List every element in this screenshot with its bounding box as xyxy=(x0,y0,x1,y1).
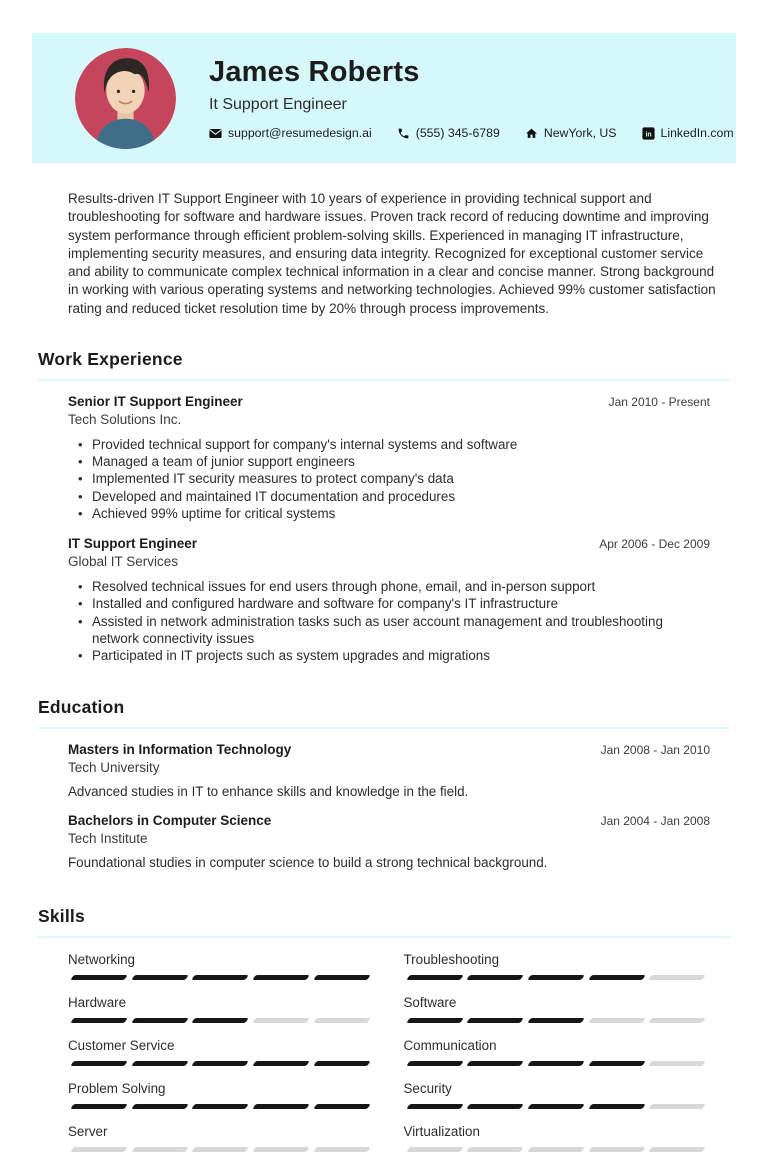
person-title: It Support Engineer xyxy=(209,96,347,113)
work-experience-heading: Work Experience xyxy=(38,349,183,370)
education-heading: Education xyxy=(38,697,125,718)
job-bullet: • Participated in IT projects such as system upgrades and migrations xyxy=(78,647,710,664)
contact-linkedin-label: LinkedIn.com xyxy=(660,126,734,140)
contact-row xyxy=(209,126,734,140)
person-name: James Roberts xyxy=(209,56,420,88)
section-work-experience xyxy=(38,349,730,664)
job-bullet: • Provided technical support for company's internal systems and software xyxy=(78,436,710,453)
summary-paragraph: Results-driven IT Support Engineer with 10 years of experience in providing technical support and troubleshooting for software and hardware issues. Proven track record of reducing downtime and improving system performance through efficient problem-solving skills. Experienced in managing IT infrastructure, implementing security measures, and ensuring data integrity. Recognized for exceptional customer service and ability to communicate complex technical information in a clear and concise manner. Strong background in working with various operating systems and networking technologies. Achieved 99% customer satisfaction rating and reduced ticket resolution time by 20% through process improvements. xyxy=(68,191,716,316)
section-divider xyxy=(38,727,730,729)
skill-label: Security xyxy=(403,1081,452,1097)
job-dates: Jan 2010 - Present xyxy=(608,395,710,410)
skill-item xyxy=(404,995,709,1023)
skill-label: Problem Solving xyxy=(68,1081,166,1097)
job-title: IT Support Engineer xyxy=(68,536,198,552)
education-description: Advanced studies in IT to enhance skills and knowledge in the field. xyxy=(68,784,469,800)
job-entry-head xyxy=(68,394,710,409)
skill-bar xyxy=(404,1104,709,1109)
email-icon xyxy=(209,127,222,140)
skill-item xyxy=(68,952,373,980)
profile-photo-illustration xyxy=(75,48,176,149)
resume-page xyxy=(0,33,768,1152)
skill-label: Communication xyxy=(403,1038,497,1054)
skill-item xyxy=(404,952,709,980)
job-bullet-list xyxy=(68,578,710,664)
school-name: Tech Institute xyxy=(68,831,148,847)
degree-title: Bachelors in Computer Science xyxy=(68,813,272,829)
education-entry xyxy=(38,813,730,870)
education-entry-head xyxy=(68,742,710,757)
skill-label: Customer Service xyxy=(68,1038,175,1054)
section-education xyxy=(38,697,730,870)
skill-label: Software xyxy=(403,995,457,1011)
skill-bar xyxy=(68,1018,373,1023)
job-bullet: • Resolved technical issues for end users through phone, email, and in-person support xyxy=(78,578,710,595)
education-dates: Jan 2008 - Jan 2010 xyxy=(600,743,710,758)
job-bullet: • Developed and maintained IT documentation and procedures xyxy=(78,488,710,505)
skill-item xyxy=(68,995,373,1023)
job-company: Global IT Services xyxy=(68,554,179,570)
contact-email xyxy=(209,126,372,140)
skill-label: Server xyxy=(68,1124,108,1140)
skill-bar xyxy=(404,975,709,980)
section-divider xyxy=(38,379,730,381)
identity-block xyxy=(209,56,734,140)
job-dates: Apr 2006 - Dec 2009 xyxy=(599,537,710,552)
job-entry-head xyxy=(68,536,710,551)
skill-label: Networking xyxy=(68,952,135,968)
job-bullet: • Achieved 99% uptime for critical systems xyxy=(78,505,710,522)
job-bullet: • Managed a team of junior support engineers xyxy=(78,453,710,470)
skill-item xyxy=(68,1124,373,1152)
skill-item xyxy=(404,1081,709,1109)
linkedin-icon xyxy=(642,127,655,140)
job-title: Senior IT Support Engineer xyxy=(68,394,243,410)
education-entry-head xyxy=(68,813,710,828)
skill-bar xyxy=(68,1104,373,1109)
contact-location-label: NewYork, US xyxy=(543,126,617,140)
resume-body xyxy=(38,190,730,1152)
job-bullet: • Implemented IT security measures to protect company's data xyxy=(78,470,710,487)
contact-phone-label: (555) 345-6789 xyxy=(415,126,500,140)
section-skills xyxy=(38,906,730,1152)
contact-location xyxy=(525,126,617,140)
phone-icon xyxy=(397,127,410,140)
profile-photo xyxy=(75,48,176,149)
home-icon xyxy=(525,127,538,140)
school-name: Tech University xyxy=(68,760,160,776)
education-entry xyxy=(38,742,730,799)
education-description: Foundational studies in computer science to build a strong technical background. xyxy=(68,855,548,871)
job-entry xyxy=(38,536,730,664)
svg-text:in: in xyxy=(644,130,652,138)
contact-email-label: support@resumedesign.ai xyxy=(228,126,372,140)
education-dates: Jan 2004 - Jan 2008 xyxy=(600,814,710,829)
skill-item xyxy=(68,1038,373,1066)
skills-heading: Skills xyxy=(38,906,85,927)
skill-bar xyxy=(404,1018,709,1023)
skill-item xyxy=(404,1124,709,1152)
header-banner xyxy=(32,33,736,163)
contact-phone xyxy=(397,126,500,140)
skill-item xyxy=(68,1081,373,1109)
skill-bar xyxy=(404,1147,709,1152)
job-bullet: • Installed and configured hardware and software for company's IT infrastructure xyxy=(78,595,710,612)
skill-label: Virtualization xyxy=(403,1124,480,1140)
skill-label: Hardware xyxy=(68,995,127,1011)
skill-bar xyxy=(68,975,373,980)
contact-linkedin xyxy=(642,126,734,140)
skill-label: Troubleshooting xyxy=(403,952,500,968)
skill-bar xyxy=(68,1147,373,1152)
skill-bar xyxy=(404,1061,709,1066)
skill-item xyxy=(404,1038,709,1066)
degree-title: Masters in Information Technology xyxy=(68,742,292,758)
skills-grid xyxy=(38,952,730,1152)
job-bullet: • Assisted in network administration tasks such as user account management and troubleshooting network connectivity issues xyxy=(78,613,710,647)
skill-bar xyxy=(68,1061,373,1066)
job-bullet-list xyxy=(68,436,710,522)
job-entry xyxy=(38,394,730,522)
section-divider xyxy=(38,936,730,938)
job-company: Tech Solutions Inc. xyxy=(68,412,182,428)
